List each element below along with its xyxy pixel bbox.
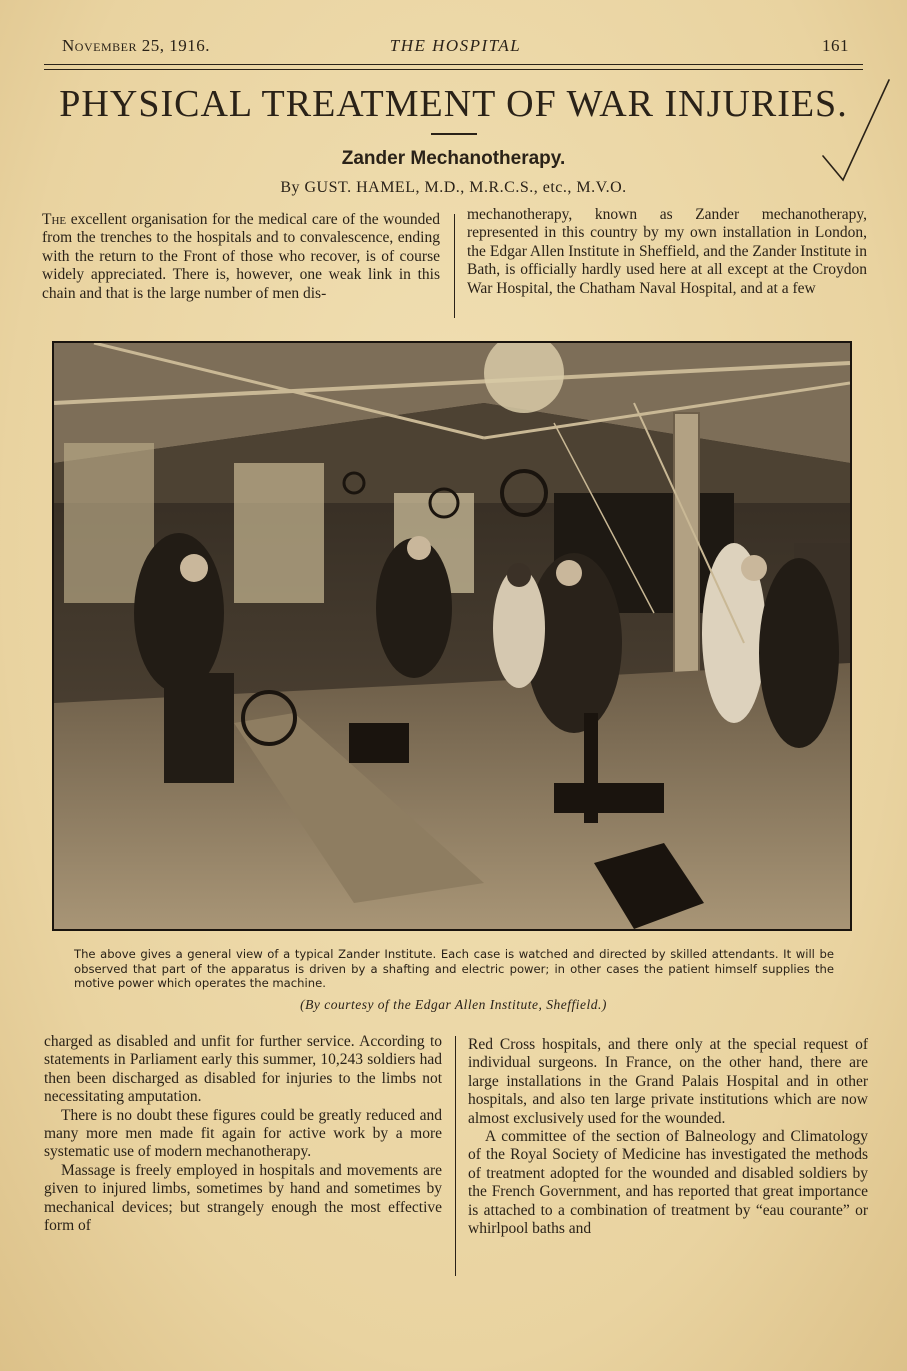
- column-divider-bottom: [455, 1036, 456, 1276]
- article-title: PHYSICAL TREATMENT OF WAR INJURIES.: [59, 83, 848, 125]
- handwritten-check-mark-icon: [817, 60, 897, 190]
- zander-institute-photograph: [52, 341, 852, 931]
- photo-credit: (By courtesy of the Edgar Allen Institute, Sheffield.): [300, 997, 607, 1012]
- paragraph: mechanotherapy, known as Zander mechanotherapy, represented in this country by my own installation in London, the Edgar Allen Institute in Sheffield, and the Zander Institute in Bath, is officially hardly used here at all except at the Croydon War Hospital, the Chatham Naval Hospital, and at a few: [467, 206, 867, 297]
- paragraph: charged as disabled and unfit for further service. According to statements in Parliament early this summer, 10,243 soldiers had then been discharged as disabled for injuries to the limbs not necessitating amputation.: [44, 1033, 442, 1106]
- caption-text: The above gives a general view of a typical Zander Institute. Each case is watched and directed by skilled attendants. It will be observed that part of the apparatus is driven by a shafting and electric power; in other cases the patient himself supplies the motive power which operates the machine.: [74, 947, 834, 990]
- paragraph: Red Cross hospitals, and there only at the special request of individual surgeons. In France, on the other hand, there are large installations in the Grand Palais Hospital and in other hospitals, and also ten large private institutions which are now almost exclusively used for the wounded.: [468, 1036, 868, 1127]
- lead-word: The: [42, 211, 67, 228]
- paragraph: Massage is freely employed in hospitals and movements are given to injured limbs, sometimes by hand and sometimes by mechanical devices; but strangely enough the most effective form of: [44, 1161, 442, 1235]
- paragraph: [42, 211, 440, 303]
- byline: By GUST. HAMEL, M.D., M.R.C.S., etc., M.V.O.: [280, 179, 627, 196]
- column-top-right: [467, 206, 867, 298]
- page-number: 161: [822, 36, 849, 55]
- column-divider-top: [454, 214, 455, 318]
- column-bottom-right: [468, 1036, 868, 1238]
- paragraph: There is no doubt these figures could be greatly reduced and many more men made fit again for active work by a more systematic use of modern mechanotherapy.: [44, 1106, 442, 1161]
- title-divider: [431, 133, 477, 135]
- header-rule: [44, 64, 863, 70]
- running-head: [62, 36, 849, 62]
- column-bottom-left: [44, 1033, 442, 1235]
- journal-title: THE HOSPITAL: [389, 36, 522, 55]
- column-top-left: [42, 211, 440, 303]
- issue-date: November 25, 1916.: [62, 36, 210, 55]
- paragraph-text: excellent organisation for the medical care of the wounded from the trenches to the hospitals and to convalescence, ending with the return to the Front of those who recover, is of course widely appreciated. There is, however, one weak link in this chain and that is the large number of men dis-: [42, 211, 440, 302]
- photo-caption: [74, 947, 834, 991]
- paragraph: A committee of the section of Balneology and Climatology of the Royal Society of Medicine has investigated the methods of treatment adopted for the wounded and disabled soldiers by the French Government, and has reported that great importance is attached to a combination of treatment by “eau courante” or whirlpool baths and: [468, 1128, 868, 1238]
- article-subtitle: Zander Mechanotherapy.: [341, 148, 566, 169]
